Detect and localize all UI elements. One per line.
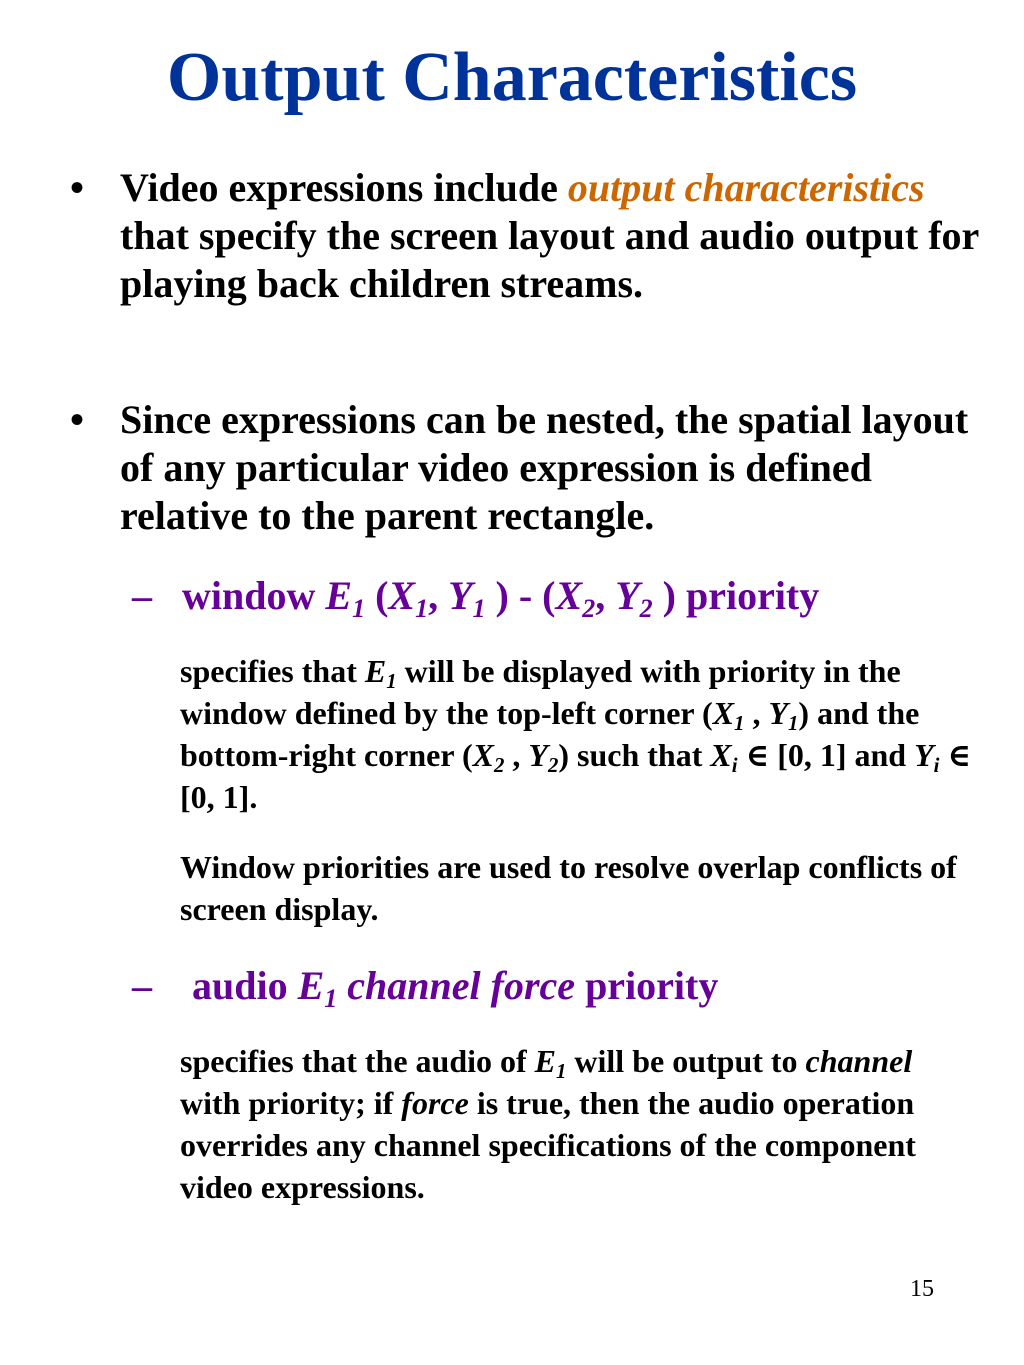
page-number: 15 <box>910 1276 934 1302</box>
text: ∈ [0, 1] and <box>737 737 915 773</box>
subscript: 2 <box>582 593 596 623</box>
subscript: i <box>933 754 940 778</box>
bullet-text-start: Video expressions include <box>120 165 568 210</box>
window-keyword: window <box>182 573 316 618</box>
text: will be displayed with priority in the window defined by the top-left corner ( <box>180 653 901 731</box>
subscript: 1 <box>415 593 429 623</box>
subscript: 1 <box>556 1060 567 1084</box>
subscript: 2 <box>547 754 559 778</box>
expr-symbol: E <box>325 573 353 618</box>
channel-term: channel <box>805 1043 913 1079</box>
slide-title: Output Characteristics <box>166 39 858 116</box>
paren-open: ( <box>375 573 389 618</box>
audio-description <box>180 1040 980 1208</box>
subscript: 1 <box>788 712 799 736</box>
y-symbol: Y <box>768 695 788 731</box>
x-symbol: X <box>388 573 416 618</box>
window-priority-note: Window priorities are used to resolve overlap conflicts of screen display. <box>180 849 957 927</box>
y-symbol: Y <box>914 737 934 773</box>
text: specifies that the audio of <box>180 1043 535 1079</box>
x-symbol: X <box>555 573 583 618</box>
comma: , <box>595 573 606 618</box>
subscript: 1 <box>734 712 745 736</box>
force-term: force <box>401 1085 469 1121</box>
audio-keyword: audio <box>192 963 288 1008</box>
expr-symbol: E <box>364 653 387 689</box>
bullet-text-end: that specify the screen layout and audio output for playing back children streams. <box>120 213 979 306</box>
paren-close: ) <box>662 573 676 618</box>
text: specifies that <box>180 653 365 689</box>
x-symbol: X <box>472 737 494 773</box>
text: will be output to <box>566 1043 806 1079</box>
bullet-nested-expressions <box>70 396 1000 540</box>
text: with priority; if <box>180 1085 402 1121</box>
text: is true, then the audio operation overrides any channel specifications of the component video expressions. <box>180 1085 916 1205</box>
y-symbol: Y <box>528 737 548 773</box>
bullet-text: Since expressions can be nested, the spatial layout of any particular video expression is defined relative to the parent rectangle. <box>120 397 969 538</box>
dash-mark: – <box>132 963 152 1008</box>
bullet-output-characteristics <box>70 164 1000 308</box>
comma: , <box>752 695 761 731</box>
comma: , <box>428 573 439 618</box>
term-output-characteristics: output characteristics <box>567 165 925 210</box>
subscript: 2 <box>494 754 505 778</box>
channel-term: channel <box>347 963 481 1008</box>
paren-middle: ) - ( <box>495 573 556 618</box>
audio-syntax <box>132 962 1012 1013</box>
subscript: 1 <box>472 593 486 623</box>
x-symbol: X <box>710 737 732 773</box>
dash-mark: – <box>132 573 152 618</box>
window-description <box>180 650 980 818</box>
bullet-dot: • <box>70 165 85 210</box>
text: ∈ [0, 1]. <box>180 737 972 815</box>
expr-symbol: E <box>534 1043 556 1079</box>
subscript: 1 <box>352 593 366 623</box>
text: ) and the bottom-right corner ( <box>180 695 920 773</box>
subscript: 1 <box>386 670 397 694</box>
y-symbol: Y <box>615 573 640 618</box>
subscript: 2 <box>639 593 653 623</box>
subscript: 1 <box>324 983 338 1013</box>
x-symbol: X <box>712 695 735 731</box>
text: ) such that <box>558 737 711 773</box>
expr-symbol: E <box>297 963 325 1008</box>
subscript: i <box>731 754 738 778</box>
priority-keyword: priority <box>585 963 719 1008</box>
window-syntax <box>132 572 1002 623</box>
y-symbol: Y <box>448 573 473 618</box>
priority-keyword: priority <box>685 573 820 618</box>
comma: , <box>512 737 521 773</box>
force-term: force <box>490 963 576 1008</box>
bullet-dot: • <box>70 397 85 442</box>
